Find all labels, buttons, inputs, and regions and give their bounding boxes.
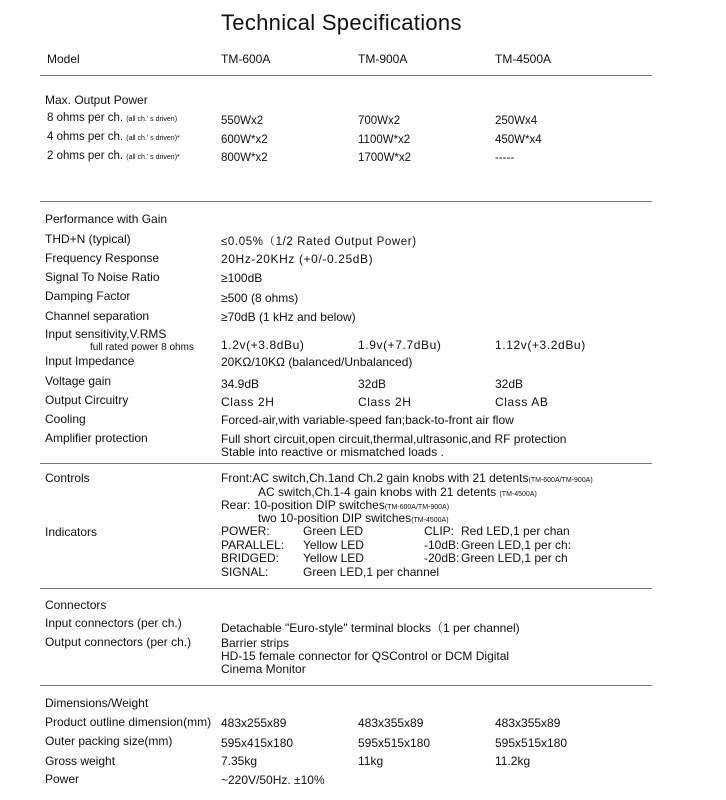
circuitry-value: Class AB xyxy=(495,395,549,409)
model-tm4500a: TM-4500A xyxy=(495,52,552,66)
controls-label: Controls xyxy=(45,471,90,485)
row-value: 550Wx2 xyxy=(221,115,264,127)
indicator-value: Green LED,1 per channel xyxy=(303,565,440,579)
power-value: ~220V/50Hz. ±10% xyxy=(221,773,325,787)
indicator-value: Green LED xyxy=(303,524,364,538)
section-output-power: Max. Output Power xyxy=(45,93,148,107)
protection-value: Full short circuit,open circuit,thermal,ultrasonic,and RF protection xyxy=(221,432,567,446)
cooling-label: Cooling xyxy=(45,412,86,426)
circuitry-value: Class 2H xyxy=(358,395,412,409)
divider xyxy=(40,75,652,76)
indicator-value: Green LED,1 per ch: xyxy=(461,538,572,552)
indicators-label: Indicators xyxy=(45,525,98,539)
page-title: Technical Specifications xyxy=(221,10,462,35)
row-value: 1700W*x2 xyxy=(358,152,412,164)
protection-label: Amplifier protection xyxy=(45,431,148,445)
row-value: 600W*x2 xyxy=(221,134,268,146)
indicator-name: BRIDGED: xyxy=(221,551,280,565)
model-label: Model xyxy=(47,52,80,66)
weight-label: Gross weight xyxy=(45,754,116,768)
controls-line: Rear: 10-position DIP switches(TM-600A/TM-900A) xyxy=(221,498,450,512)
sensitivity-value: 1.9v(+7.7dBu) xyxy=(358,338,442,352)
sensitivity-value: 1.12v(+3.2dBu) xyxy=(495,338,586,352)
section-performance: Performance with Gain xyxy=(45,212,168,226)
controls-line: two 10-position DIP switches(TM-4500A) xyxy=(258,511,449,525)
separation-value: ≥70dB (1 kHz and below) xyxy=(221,310,356,324)
sensitivity-sub: full rated power 8 ohms xyxy=(90,342,194,353)
cooling-value: Forced-air,with variable-speed fan;back-to-front air flow xyxy=(221,413,514,427)
section-connectors: Connectors xyxy=(45,598,107,612)
circuitry-label: Output Circuitry xyxy=(45,393,129,407)
indicator-value: Green LED,1 per ch xyxy=(461,551,568,565)
indicator-name: PARALLEL: xyxy=(221,538,285,552)
snr-label: Signal To Noise Ratio xyxy=(45,270,160,284)
divider xyxy=(40,685,652,686)
row-value: 250Wx4 xyxy=(495,115,538,127)
weight-value: 11kg xyxy=(358,754,384,768)
packing-value: 595x415x180 xyxy=(221,736,294,750)
protection-value: Stable into reactive or mismatched loads . xyxy=(221,445,444,459)
packing-value: 595x515x180 xyxy=(358,736,431,750)
output-connectors-value: Barrier strips xyxy=(221,636,290,650)
snr-value: ≥100dB xyxy=(221,271,263,285)
row-value: 700Wx2 xyxy=(358,115,401,127)
output-connectors-value: Cinema Monitor xyxy=(221,662,306,676)
weight-value: 11.2kg xyxy=(495,754,531,768)
thd-value: ≤0.05%（1/2 Rated Output Power) xyxy=(221,236,417,248)
outline-value: 483x355x89 xyxy=(495,716,561,730)
sensitivity-value: 1.2v(+3.8dBu) xyxy=(221,338,305,352)
divider xyxy=(40,201,652,202)
freq-label: Frequency Response xyxy=(45,251,160,265)
gain-value: 32dB xyxy=(358,377,387,391)
model-tm900a: TM-900A xyxy=(358,52,408,66)
row-label: 8 ohms per ch. (all ch.' s driven) xyxy=(47,112,178,124)
impedance-label: Input Impedance xyxy=(45,354,135,368)
row-value: 1100W*x2 xyxy=(358,134,411,146)
damping-label: Damping Factor xyxy=(45,289,131,303)
output-connectors-label: Output connectors (per ch.) xyxy=(45,635,192,649)
circuitry-value: Class 2H xyxy=(221,395,275,409)
packing-label: Outer packing size(mm) xyxy=(45,734,173,748)
indicator-value: Red LED,1 per chan xyxy=(461,524,570,538)
gain-value: 32dB xyxy=(495,377,524,391)
indicator-name: -10dB: xyxy=(424,538,460,552)
indicator-name: -20dB: xyxy=(424,551,460,565)
outline-label: Product outline dimension(mm) xyxy=(45,715,212,729)
input-connectors-label: Input connectors (per ch.) xyxy=(45,616,182,630)
input-connectors-value: Detachable "Euro-style" terminal blocks（1 per channel) xyxy=(221,621,520,635)
indicator-name: SIGNAL: xyxy=(221,565,269,579)
row-value: 800W*x2 xyxy=(221,152,268,164)
damping-value: ≥500 (8 ohms) xyxy=(221,291,299,305)
divider xyxy=(40,588,652,589)
indicator-value: Yellow LED xyxy=(303,551,364,565)
packing-value: 595x515x180 xyxy=(495,736,568,750)
weight-value: 7.35kg xyxy=(221,754,258,768)
divider xyxy=(40,463,652,464)
row-label: 4 ohms per ch. (all ch.' s driven)* xyxy=(47,131,180,143)
row-value: 450W*x4 xyxy=(495,134,542,146)
output-connectors-value: HD-15 female connector for QSControl or DCM Digital xyxy=(221,649,510,663)
outline-value: 483x255x89 xyxy=(221,716,287,730)
sensitivity-label: Input sensitivity,V.RMS xyxy=(45,327,167,341)
gain-label: Voltage gain xyxy=(45,374,112,388)
controls-line: AC switch,Ch.1-4 gain knobs with 21 detents (TM-4500A) xyxy=(258,485,537,499)
separation-label: Channel separation xyxy=(45,309,150,323)
row-value: ----- xyxy=(495,152,515,164)
model-tm600a: TM-600A xyxy=(221,52,271,66)
indicator-name: POWER: xyxy=(221,524,270,538)
thd-label: THD+N (typical) xyxy=(45,232,131,246)
power-label: Power xyxy=(45,772,80,786)
section-dimensions: Dimensions/Weight xyxy=(45,696,149,710)
freq-value: 20Hz-20KHz (+0/-0.25dB) xyxy=(221,252,374,266)
impedance-value: 20KΩ/10KΩ (balanced/Unbalanced) xyxy=(221,355,413,369)
row-label: 2 ohms per ch. (all ch.' s driven)* xyxy=(47,150,180,162)
indicator-value: Yellow LED xyxy=(303,538,364,552)
controls-line: Front:AC switch,Ch.1and Ch.2 gain knobs with 21 detents(TM-600A/TM-900A) xyxy=(221,471,593,485)
gain-value: 34.9dB xyxy=(221,377,260,391)
outline-value: 483x355x89 xyxy=(358,716,424,730)
indicator-name: CLIP: xyxy=(424,524,455,538)
